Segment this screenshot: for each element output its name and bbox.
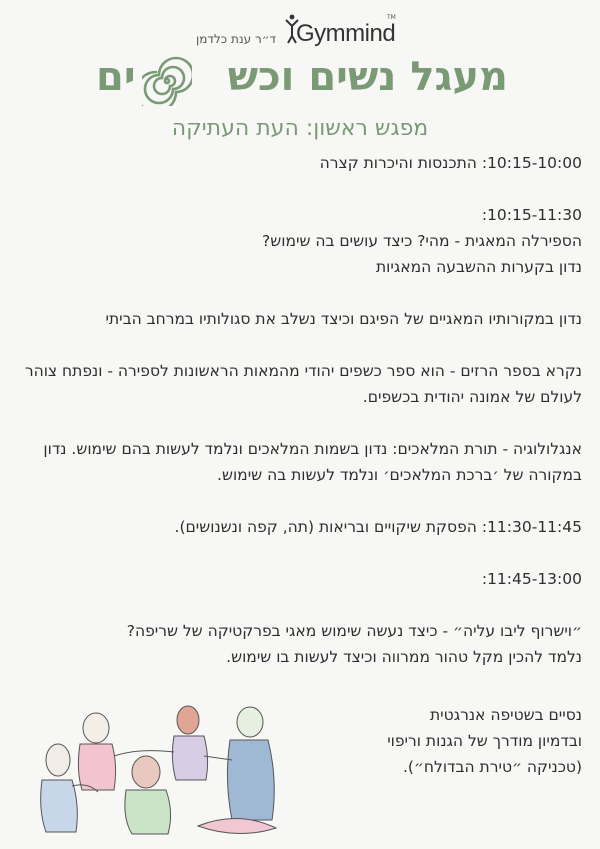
page-title: [0, 52, 600, 118]
brand-name: Gymmind: [296, 20, 396, 47]
schedule-content: [20, 150, 582, 670]
doctor-name: ד״ר ענת כלדמן: [196, 32, 277, 46]
schedule-line-arrival: 10:15-10:00: התכנסות והיכרות קצרה: [319, 154, 582, 172]
schedule-time-block2: 10:15-11:30:: [481, 206, 582, 224]
brand-logo: [0, 12, 600, 52]
closing-line-3: (טכניקה ״טירת הבדולח״).: [402, 758, 582, 776]
title-text-left: ים: [96, 54, 136, 100]
closing-text: [342, 702, 582, 780]
schedule-sage-line: נלמד להכין מקל טהור ממרווה וכיצד לעשות בו שימוש.: [226, 648, 582, 666]
women-circle-illustration: [28, 700, 278, 840]
session-subtitle: מפגש ראשון: העת העתיקה: [171, 116, 429, 141]
closing-line-2: ובדמיון מודרך של הגנות וריפוי: [387, 732, 582, 750]
trademark: TM: [387, 14, 396, 21]
spiral-icon: [142, 56, 192, 106]
title-text-right: מעגל נשים וכש: [227, 54, 508, 100]
schedule-break-line: 11:30-11:45: הפסקת שיקויים ובריאות (תה, קפה ונשנושים).: [174, 518, 582, 536]
schedule-razim-paragraph: נקרא בספר הרזים - הוא ספר כשפים יהודי מהמאות הראשונות לספירה - ונפתח צוהר לעולם של אמונה יהודית בכשפים.: [24, 362, 582, 406]
schedule-time-block7: 11:45-13:00:: [481, 570, 582, 588]
schedule-angelology-paragraph: אנגלולוגיה - תורת המלאכים: נדון בשמות המלאכים ונלמד לעשות בהם שימוש. נדון במקורה של ׳ברכת המלאכים׳ ונלמד לעשות בה שימוש.: [43, 440, 582, 484]
closing-line-1: נסיים בשטיפה אנרגטית: [429, 706, 582, 724]
schedule-burning-line: ״וישרוף ליבו עליה״ - כיצד נעשה שימוש מאגי בפרקטיקה של שריפה?: [126, 622, 582, 640]
schedule-rue-paragraph: נדון במקורותיו המאגיים של הפיגם וכיצד נשלב את סגולותיו במרחב הביתי: [105, 310, 582, 328]
schedule-spiral-line: הספירלה המאגית - מהי? כיצד עושים בה שימוש?: [262, 232, 582, 250]
schedule-bowls-line: נדון בקערות ההשבעה המאגיות: [375, 258, 582, 276]
